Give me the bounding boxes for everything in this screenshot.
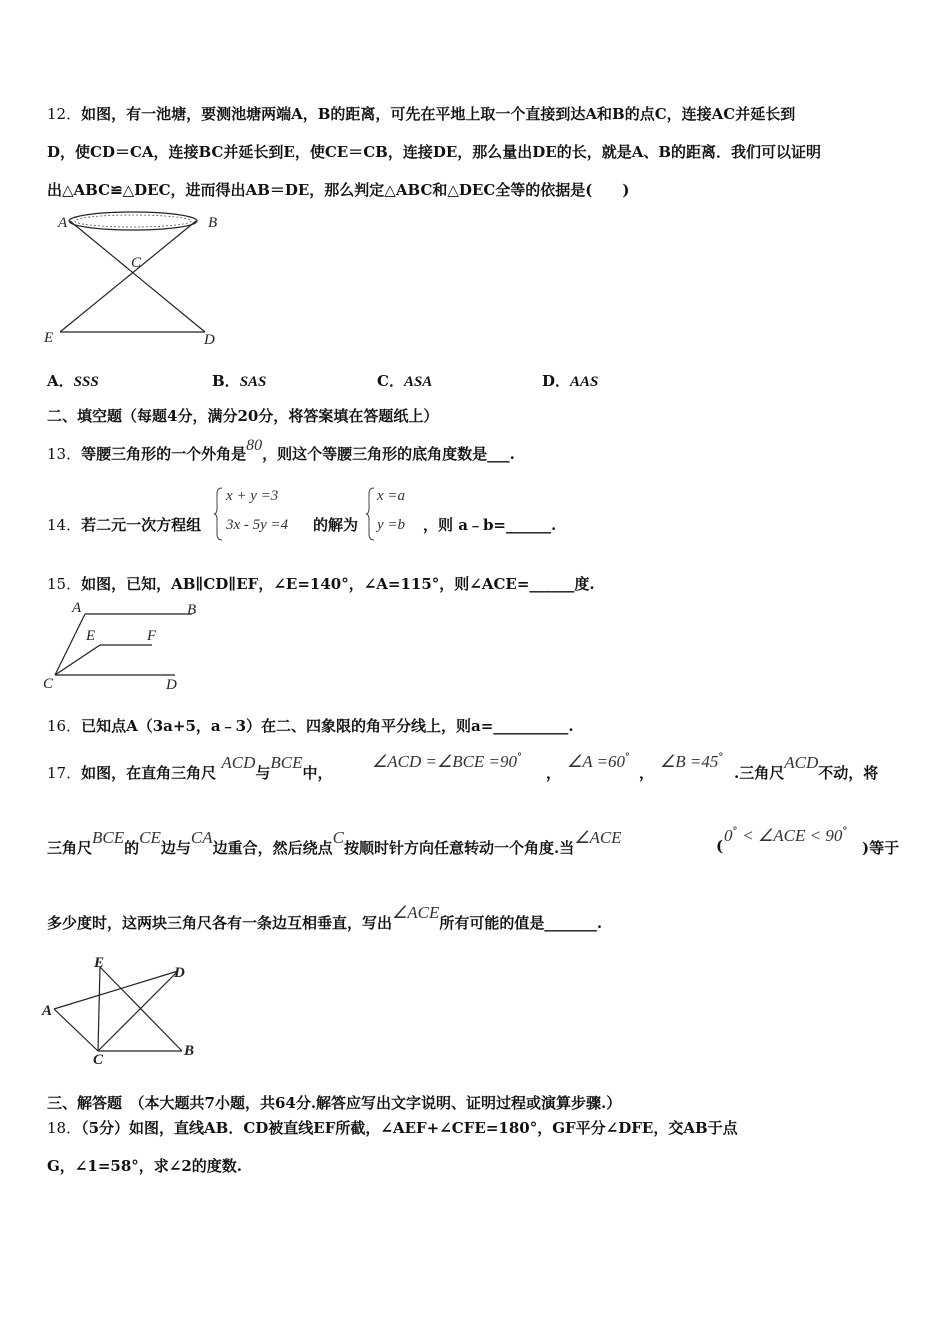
q17-line3: 多少度时，这两块三角尺各有一条边互相垂直，写出∠ACE所有可能的值是_______. [47, 903, 603, 932]
q15: 15．如图，已知，AB∥CD∥EF，∠E=140°，∠A=115°，则∠ACE=______度. [47, 575, 595, 593]
q14-suffix: ，则 a﹣b=______. [423, 516, 557, 534]
q17-angle-a: ∠A =60° [567, 752, 631, 771]
q17-line1: 17．如图，在直角三角尺 ACD与BCE中， [47, 753, 333, 782]
label-a: A [42, 1003, 53, 1019]
label-b: B [208, 215, 218, 231]
q14-sol2: y =b [377, 517, 406, 533]
label-c: C [93, 1052, 104, 1068]
section2-title: 二、填空题（每题4分，满分20分，将答案填在答题纸上） [47, 407, 439, 425]
label-e: E [44, 330, 54, 346]
q18-line2: G，∠1=58°，求∠2的度数. [47, 1157, 242, 1175]
q17-line1-end: .三角尺ACD不动，将 [734, 753, 879, 782]
q17-paren-open: ( [716, 837, 724, 855]
label-a: A [72, 600, 82, 616]
q12-line1: 12．如图，有一池塘，要测池塘两端A，B的距离，可先在平地上取一个直接到达A和B的点C，连接AC并延长到 [47, 105, 796, 123]
q17-comma1: ， [546, 764, 562, 782]
option-a: A．SSS [47, 372, 99, 390]
label-a: A [58, 215, 68, 231]
q14-brace-right [366, 486, 376, 542]
q12-line3: 出△ABC≌△DEC，进而得出AB＝DE，那么判定△ABC和△DEC全等的依据是( ) [47, 181, 630, 199]
q13: 13．等腰三角形的一个外角是80，则这个等腰三角形的底角度数是___. [47, 437, 515, 463]
q15-figure [40, 598, 200, 693]
label-f: F [147, 628, 157, 644]
q14-sol1: x =a [377, 488, 406, 504]
q17-angles: ∠ACD =∠BCE =90° [372, 752, 523, 771]
q14-eq2: 3x - 5y =4 [226, 517, 289, 533]
label-c: C [43, 676, 54, 692]
label-d: D [174, 965, 185, 981]
label-e: E [86, 628, 96, 644]
q12-line2: D，使CD＝CA，连接BC并延长到E，使CE＝CB，连接DE，那么量出DE的长，就是A、B的距离．我们可以证明 [47, 143, 822, 161]
label-b: B [184, 1043, 195, 1059]
q18-line1: 18．（5分）如图，直线AB．CD被直线EF所截，∠AEF+∠CFE=180°，GF平分∠DFE，交AB于点 [47, 1119, 738, 1137]
segment-ad [70, 221, 205, 332]
segment-ac [55, 614, 85, 675]
label-c: C [131, 255, 142, 271]
q17-paren-close: )等于 [862, 839, 900, 857]
q17-comma2: ， [639, 764, 655, 782]
q17-range: 0° < ∠ACE < 90° [724, 826, 848, 845]
q12-figure [40, 205, 230, 350]
q17-line2: 三角尺BCE的CE边与CA边重合，然后绕点C按顺时针方向任意转动一个角度.当∠ACE [47, 828, 622, 857]
q14-mid: 的解为 [313, 516, 359, 534]
option-c: C．ASA [377, 372, 433, 390]
q17-figure [40, 955, 200, 1068]
q14-prefix: 14．若二元一次方程组 [47, 516, 202, 534]
label-e: E [94, 955, 105, 971]
option-d: D．AAS [542, 372, 599, 390]
q17-angle-b: ∠B =45° [660, 752, 724, 771]
label-b: B [187, 602, 197, 618]
q16: 16．已知点A（3a+5，a﹣3）在二、四象限的角平分线上，则a=__________. [47, 717, 574, 735]
q14-brace-left [214, 486, 224, 542]
segment-ce [98, 967, 100, 1051]
pond-hatch [75, 215, 191, 227]
segment-be [60, 221, 196, 332]
segment-ac [54, 1009, 98, 1051]
option-b: B．SAS [212, 372, 267, 390]
section3-title: 三、解答题 （本大题共7小题，共64分.解答应写出文字说明、证明过程或演算步骤.） [47, 1094, 622, 1112]
label-d: D [204, 332, 215, 348]
q14-eq1: x + y =3 [226, 488, 279, 504]
label-d: D [166, 677, 177, 693]
